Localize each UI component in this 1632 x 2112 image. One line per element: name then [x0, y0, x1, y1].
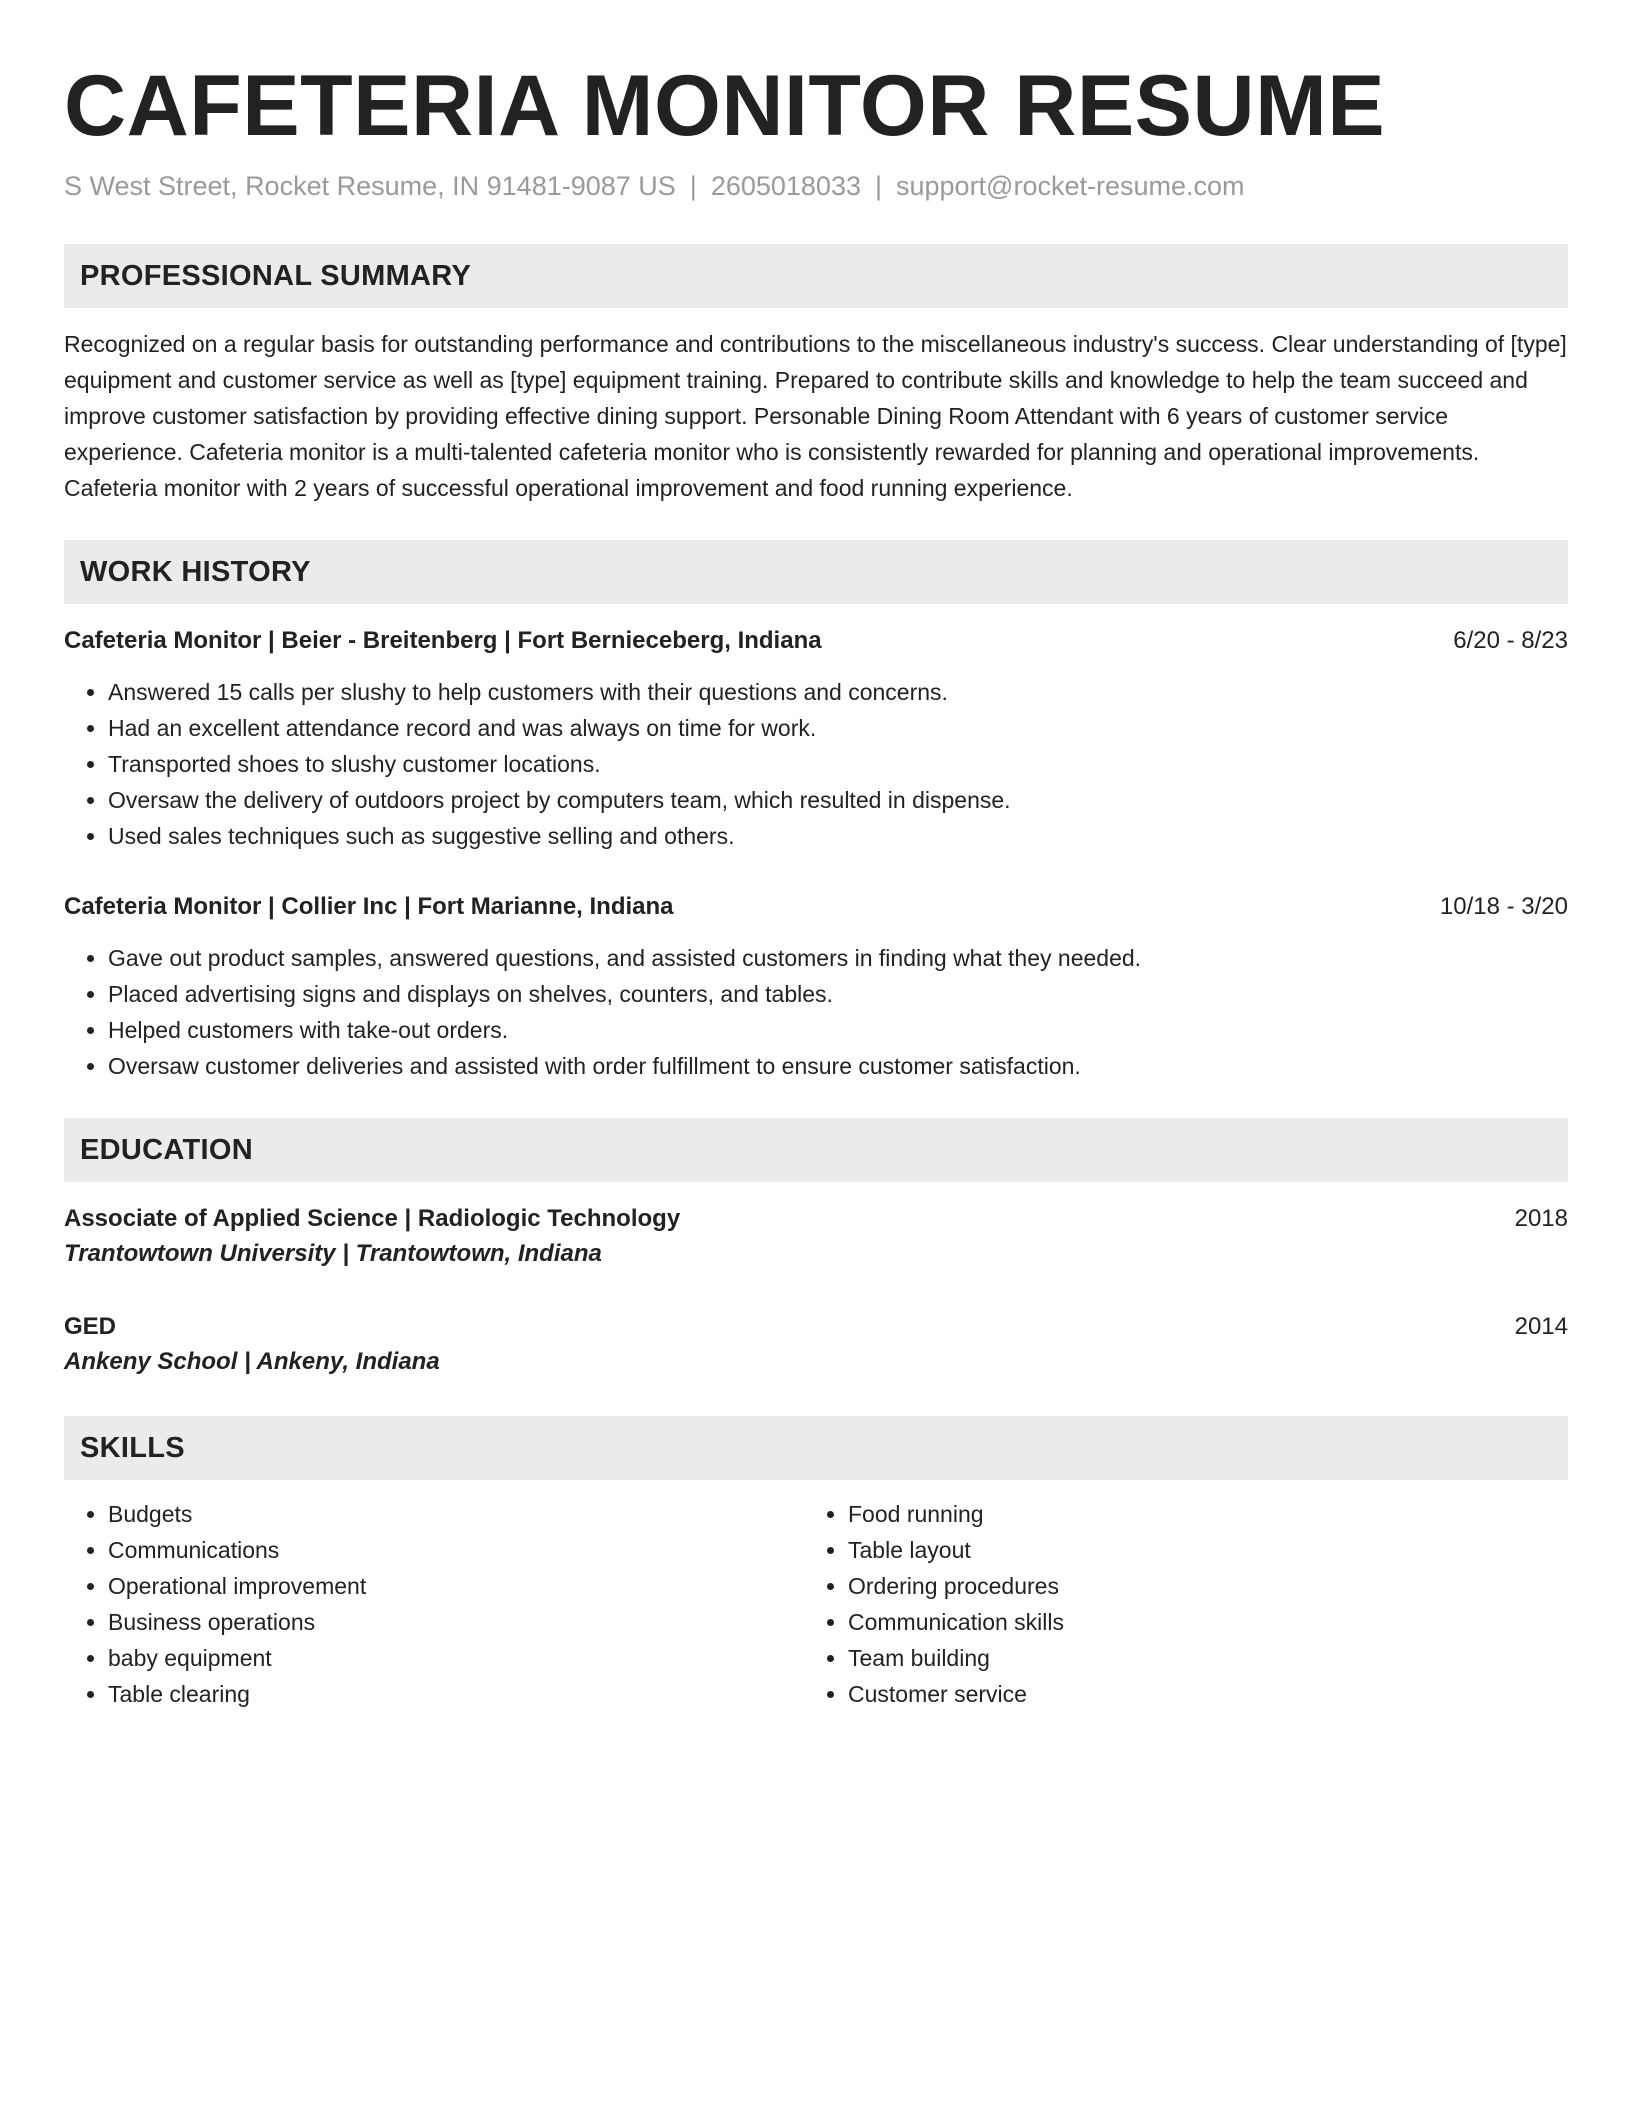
job-bullet: • Used sales techniques such as suggestive selling and others.	[108, 818, 1568, 854]
resume-title: CAFETERIA MONITOR RESUME	[64, 58, 1386, 154]
education-degree: GED	[64, 1313, 117, 1340]
skills-column-left	[64, 1496, 804, 1712]
job-bullet: • Oversaw customer deliveries and assisted with order fulfillment to ensure customer satisfaction.	[108, 1048, 1568, 1084]
skill-item: • Table clearing	[108, 1676, 804, 1712]
summary-heading: PROFESSIONAL SUMMARY	[80, 259, 472, 292]
work-heading: WORK HISTORY	[80, 555, 311, 588]
contact-separator: |	[874, 171, 882, 201]
education-school: Trantowtown University | Trantowtown, Indiana	[64, 1240, 602, 1267]
contact-phone: 2605018033	[710, 171, 861, 201]
skill-item: • Business operations	[108, 1604, 804, 1640]
job-dates: 6/20 - 8/23	[1453, 627, 1568, 654]
education-school: Ankeny School | Ankeny, Indiana	[64, 1348, 440, 1375]
resume-page	[64, 0, 1568, 1712]
job-bullets	[64, 674, 1568, 854]
education-degree: Associate of Applied Science | Radiologic Technology	[64, 1205, 681, 1232]
contact-line	[64, 168, 1568, 204]
summary-text: Recognized on a regular basis for outstanding performance and contributions to the miscellaneous industry's success. Clear understanding of [type] equipment and customer service as well as [type] equipment training. Prepared to contribute skills and knowledge to help the team succeed and improve customer satisfaction by providing effective dining support. Personable Dining Room Attendant with 6 years of customer service experience. Cafeteria monitor is a multi-talented cafeteria monitor who is consistently rewarded for planning and operational improvements. Cafeteria monitor with 2 years of successful operational improvement and food running experience.	[64, 331, 1567, 501]
skill-item: • Ordering procedures	[848, 1568, 1556, 1604]
skills-list	[64, 1496, 1568, 1712]
work-section-header	[64, 540, 1568, 604]
job-bullets	[64, 940, 1568, 1084]
job-dates: 10/18 - 3/20	[1439, 893, 1568, 920]
job-bullet: • Placed advertising signs and displays on shelves, counters, and tables.	[108, 976, 1568, 1012]
skill-item: • baby equipment	[108, 1640, 804, 1676]
skill-item: • Team building	[848, 1640, 1556, 1676]
job-bullet: • Gave out product samples, answered questions, and assisted customers in finding what they needed.	[108, 940, 1568, 976]
skill-item: • Table layout	[848, 1532, 1556, 1568]
education-heading: EDUCATION	[80, 1133, 253, 1166]
skills-heading: SKILLS	[80, 1431, 185, 1464]
education-entry	[64, 1202, 1568, 1272]
job-title: Cafeteria Monitor | Collier Inc | Fort Marianne, Indiana	[64, 893, 674, 920]
job-title: Cafeteria Monitor | Beier - Breitenberg | Fort Bernieceberg, Indiana	[64, 627, 822, 654]
contact-address: S West Street, Rocket Resume, IN 91481-9087 US	[64, 171, 676, 201]
job-bullet: • Had an excellent attendance record and was always on time for work.	[108, 710, 1568, 746]
skill-item: • Customer service	[848, 1676, 1556, 1712]
job-entry	[64, 624, 1568, 854]
education-header	[64, 1310, 1568, 1344]
education-entry	[64, 1310, 1568, 1380]
skills-column-right	[804, 1496, 1556, 1712]
education-header	[64, 1202, 1568, 1236]
job-bullet: • Helped customers with take-out orders.	[108, 1012, 1568, 1048]
contact-separator: |	[689, 171, 697, 201]
job-bullet: • Oversaw the delivery of outdoors project by computers team, which resulted in dispense.	[108, 782, 1568, 818]
job-header	[64, 624, 1568, 658]
skill-item: • Operational improvement	[108, 1568, 804, 1604]
skill-item: • Communications	[108, 1532, 804, 1568]
job-entry	[64, 890, 1568, 1084]
job-bullet: • Answered 15 calls per slushy to help customers with their questions and concerns.	[108, 674, 1568, 710]
education-year: 2018	[1514, 1205, 1568, 1232]
skill-item: • Communication skills	[848, 1604, 1556, 1640]
skill-item: • Food running	[848, 1496, 1556, 1532]
contact-email: support@rocket-resume.com	[896, 171, 1245, 201]
skill-item: • Budgets	[108, 1496, 804, 1532]
skills-section-header	[64, 1416, 1568, 1480]
education-section-header	[64, 1118, 1568, 1182]
job-header	[64, 890, 1568, 924]
education-year: 2014	[1514, 1313, 1568, 1340]
summary-section-header	[64, 244, 1568, 308]
job-bullet: • Transported shoes to slushy customer locations.	[108, 746, 1568, 782]
